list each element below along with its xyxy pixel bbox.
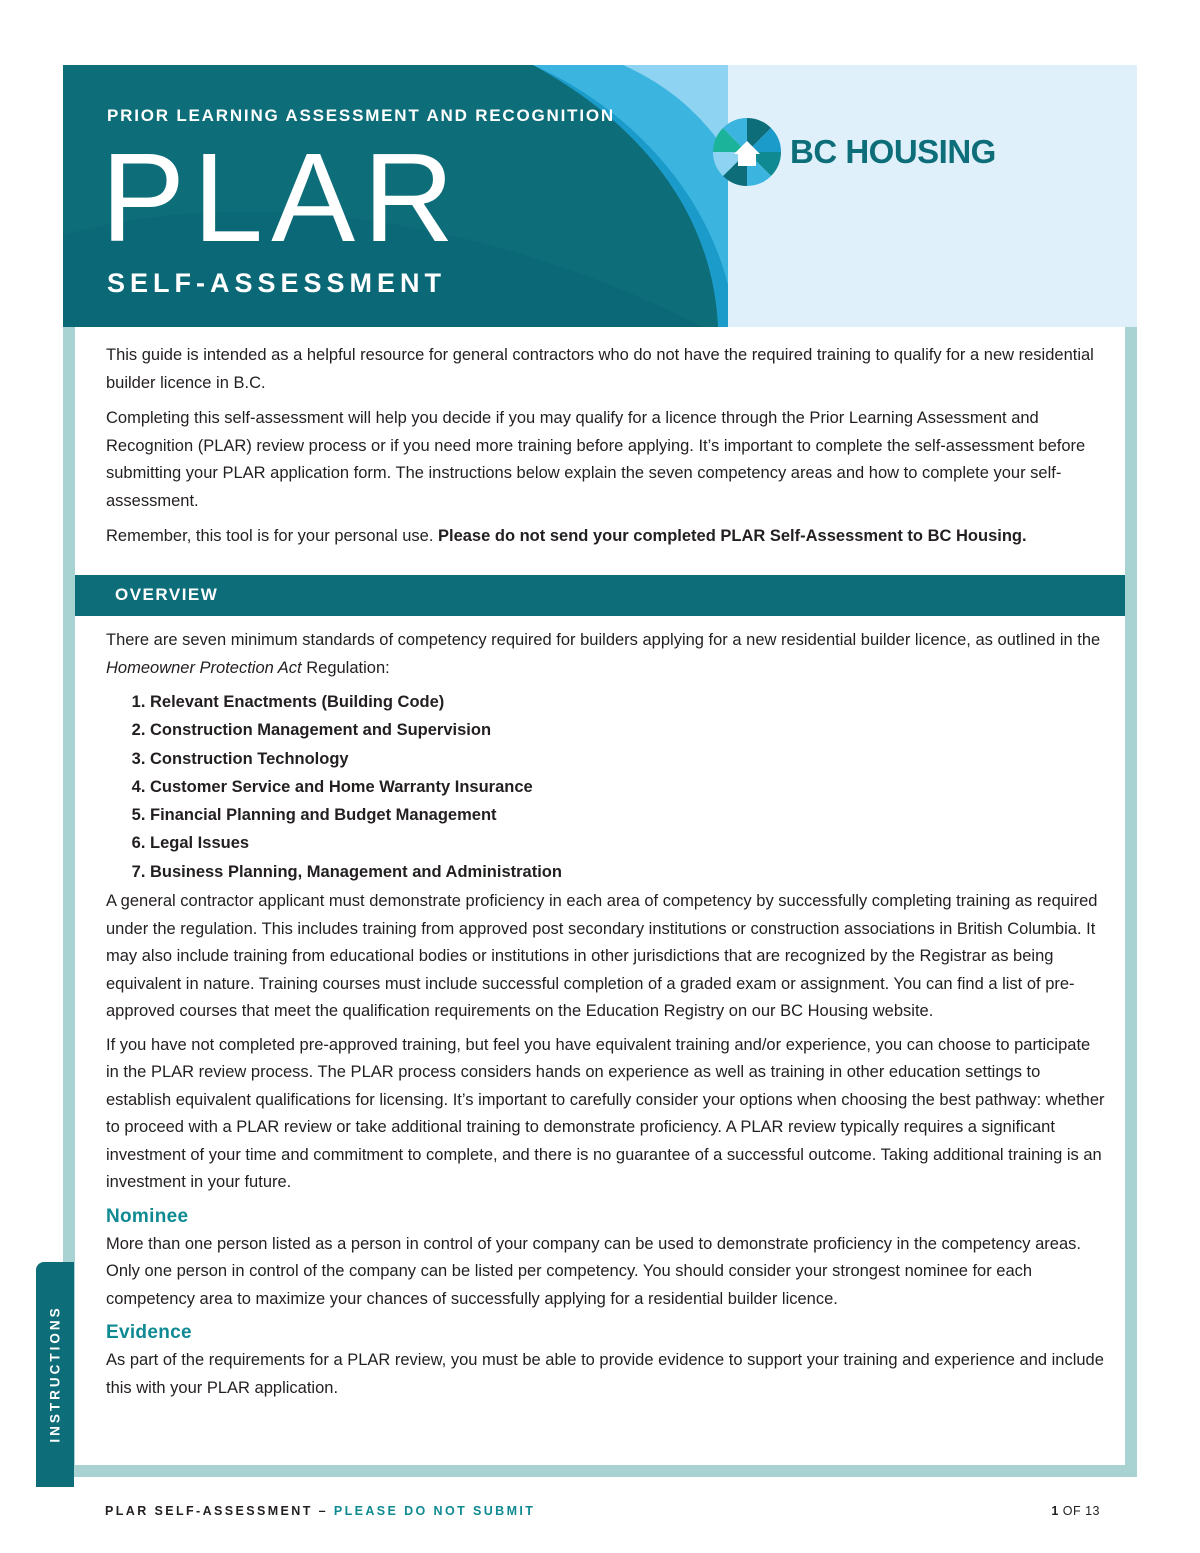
overview-lead bbox=[106, 627, 1106, 682]
page-number bbox=[1051, 1504, 1100, 1518]
footer-label bbox=[105, 1504, 535, 1518]
overview-section bbox=[106, 627, 1106, 1408]
intro-paragraph-3 bbox=[106, 523, 1106, 551]
overview-heading-bar bbox=[75, 575, 1125, 616]
page-total: OF 13 bbox=[1058, 1504, 1100, 1518]
footer-title: PLAR SELF-ASSESSMENT – bbox=[105, 1504, 334, 1518]
header-banner bbox=[63, 65, 1137, 327]
side-tab-label: INSTRUCTIONS bbox=[47, 1305, 63, 1443]
evidence-paragraph: As part of the requirements for a PLAR review, you must be able to provide evidence to support your training and experience and include this with your PLAR application. bbox=[106, 1351, 1104, 1397]
overview-heading: OVERVIEW bbox=[115, 585, 219, 604]
bc-housing-logo bbox=[712, 117, 996, 187]
header-subtitle: SELF-ASSESSMENT bbox=[107, 268, 447, 298]
list-item: 3. Construction Technology bbox=[150, 745, 1106, 773]
list-item: 6. Legal Issues bbox=[150, 829, 1106, 857]
evidence-heading: Evidence bbox=[106, 1322, 192, 1344]
overview-lead-act: Homeowner Protection Act bbox=[106, 658, 302, 677]
intro-paragraph-1: This guide is intended as a helpful resource for general contractors who do not have the required training to qualify for a new residential builder licence in B.C. bbox=[106, 346, 1094, 392]
page-current: 1 bbox=[1051, 1504, 1059, 1518]
intro-section bbox=[106, 342, 1106, 559]
competency-list bbox=[106, 688, 1106, 886]
list-item: 4. Customer Service and Home Warranty Insurance bbox=[150, 773, 1106, 801]
header-title: PLAR bbox=[101, 127, 463, 268]
logo-wordmark: BC HOUSING bbox=[790, 133, 996, 170]
plar-paragraph: If you have not completed pre-approved training, but feel you have equivalent training and/or experience, you can choose to participate in the PLAR review process. The PLAR process considers hands on experience as well as training in other education settings to establish equivalent qualifications for licensing. It’s important to carefully consider your options when choosing the best pathway: whether to proceed with a PLAR review or take additional training to demonstrate proficiency. A PLAR review typically requires a significant investment of your time and commitment to complete, and there is no guarantee of a successful outcome. Taking additional training is an investment in your future. bbox=[106, 1035, 1105, 1192]
training-paragraph: A general contractor applicant must demonstrate proficiency in each area of competency by successfully completing training as required under the regulation. This includes training from approved post secondary institutions or construction associations in British Columbia. It may also include training from educational bodies or institutions in other jurisdictions that are recognized by the Registrar as being equivalent in nature. Training courses must include successful completion of a graded exam or assignment. You can find a list of pre-approved courses that meet the qualification requirements on the Education Registry on our BC Housing website. bbox=[106, 892, 1098, 1021]
list-item: 7. Business Planning, Management and Administration bbox=[150, 858, 1106, 886]
intro-reminder: Remember, this tool is for your personal use. bbox=[106, 527, 438, 545]
list-item: 2. Construction Management and Supervision bbox=[150, 716, 1106, 744]
overview-lead-end: Regulation: bbox=[301, 658, 390, 677]
instructions-side-tab bbox=[36, 1262, 74, 1487]
overview-lead-start: There are seven minimum standards of competency required for builders applying for a new residential builder licence, as outlined in the bbox=[106, 631, 1101, 649]
header-kicker: PRIOR LEARNING ASSESSMENT AND RECOGNITION bbox=[107, 106, 615, 125]
list-item: 1. Relevant Enactments (Building Code) bbox=[150, 688, 1106, 716]
nominee-heading: Nominee bbox=[106, 1205, 189, 1227]
intro-paragraph-2: Completing this self-assessment will help you decide if you may qualify for a licence through the Prior Learning Assessment and Recognition (PLAR) review process or if you need more training before applying. It’s important to complete the self-assessment before submitting your PLAR application form. The instructions below explain the seven competency areas and how to complete your self-assessment. bbox=[106, 409, 1086, 510]
footer-notice: PLEASE DO NOT SUBMIT bbox=[333, 1504, 536, 1518]
nominee-paragraph: More than one person listed as a person in control of your company can be used to demonstrate proficiency in the competency areas. Only one person in control of the company can be listed per competency. You should consider your strongest nominee for each competency area to maximize your chances of successfully applying for a residential builder licence. bbox=[106, 1234, 1081, 1308]
bc-housing-house-wheel-icon bbox=[712, 117, 782, 187]
list-item: 5. Financial Planning and Budget Management bbox=[150, 801, 1106, 829]
intro-warning: Please do not send your completed PLAR Self-Assessment to BC Housing. bbox=[437, 527, 1027, 545]
